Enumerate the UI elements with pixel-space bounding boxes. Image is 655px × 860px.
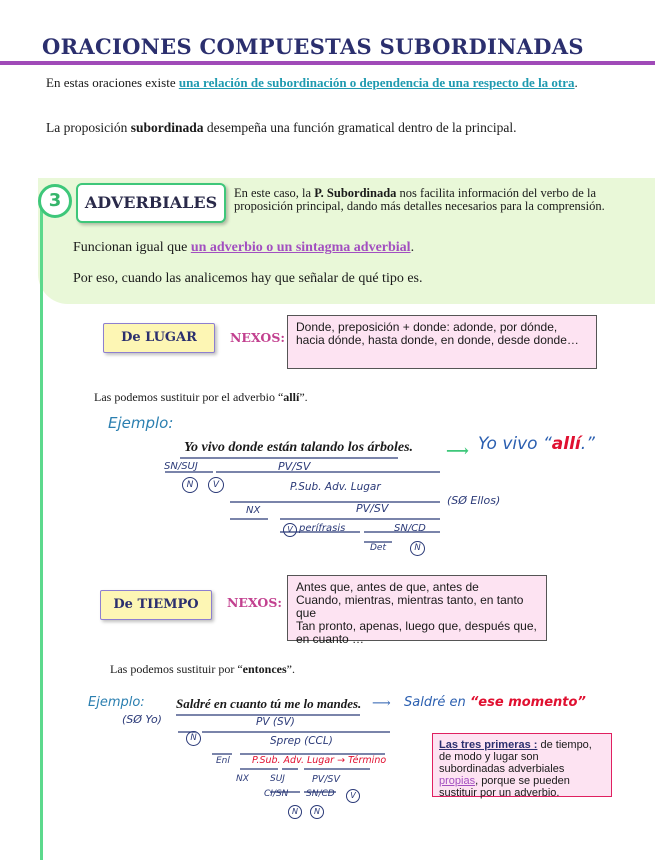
result-prefix: Saldré en bbox=[404, 695, 470, 710]
section-description bbox=[234, 187, 624, 213]
lugar-nexos-box: Donde, preposición + donde: adonde, por dónde, hacia dónde, hasta donde, en donde, desde donde… bbox=[287, 315, 597, 369]
tiempo-nx: NX bbox=[236, 774, 249, 784]
subst-word: entonces bbox=[242, 662, 287, 676]
lugar-nx: NX bbox=[246, 505, 261, 516]
tiempo-nexos-label: NEXOS: bbox=[227, 595, 282, 610]
tiempo-ci-sn: CI/SN bbox=[264, 789, 289, 799]
intro-text-end: . bbox=[574, 75, 578, 90]
tiempo-suj-omitido: (SØ Yo) bbox=[122, 713, 162, 726]
result-word: allí bbox=[551, 434, 581, 454]
tiempo-sn-cd: SN/CD bbox=[306, 789, 335, 799]
tiempo-example-label: Ejemplo: bbox=[88, 695, 145, 710]
func-text: Funcionan igual que bbox=[73, 240, 191, 255]
note-link[interactable]: propias bbox=[439, 775, 476, 787]
arrow-icon: ⟶ bbox=[372, 696, 391, 711]
lugar-det: Det bbox=[370, 543, 386, 553]
subst-text: Las podemos sustituir por “ bbox=[110, 662, 243, 676]
desc-text: En este caso, la bbox=[234, 186, 315, 200]
tiempo-enl: Enl bbox=[216, 756, 230, 766]
result-word: “ese momento” bbox=[469, 695, 586, 710]
tiempo-n3-circle: N bbox=[310, 805, 324, 819]
lugar-label: De LUGAR bbox=[103, 323, 215, 353]
intro-text-end: desempeña una función gramatical dentro de la principal. bbox=[203, 120, 517, 135]
tiempo-sprep: Sprep (CCL) bbox=[270, 735, 333, 747]
lugar-example-result bbox=[478, 434, 595, 454]
page-title: ORACIONES COMPUESTAS SUBORDINADAS bbox=[42, 34, 584, 59]
result-prefix: Yo vivo “ bbox=[478, 434, 552, 454]
tiempo-n-circle: N bbox=[186, 731, 201, 746]
note-heading: Las tres primeras : bbox=[439, 739, 538, 751]
note-box bbox=[432, 733, 612, 797]
lugar-example-sentence: Yo vivo donde están talando los árboles. bbox=[184, 440, 414, 455]
title-underline bbox=[0, 61, 655, 65]
lugar-example-label: Ejemplo: bbox=[108, 414, 174, 432]
tiempo-nexos-line2: Cuando, mientras, mientras tanto, en tanto que bbox=[296, 593, 524, 620]
tiempo-suj: SUJ bbox=[270, 774, 285, 784]
intro-paragraph-1 bbox=[46, 76, 606, 90]
result-suffix: .” bbox=[580, 434, 595, 454]
tiempo-psub: P.Sub. Adv. Lugar → Término bbox=[252, 755, 387, 766]
note-text: de tiempo, de modo y lugar son subordinadas adverbiales bbox=[439, 739, 592, 775]
tiempo-v-circle: V bbox=[346, 789, 360, 803]
intro-text: La proposición bbox=[46, 120, 131, 135]
lugar-substitution bbox=[94, 390, 308, 404]
lugar-pv-sv: PV/SV bbox=[278, 460, 311, 473]
subst-word: allí bbox=[283, 390, 300, 404]
subordinada-keyword: subordinada bbox=[130, 120, 204, 135]
arrow-icon: ⟶ bbox=[446, 441, 469, 460]
lugar-nexos-label: NEXOS: bbox=[230, 330, 285, 345]
tiempo-pv-sv: PV (SV) bbox=[256, 716, 295, 728]
lugar-v-circle: V bbox=[208, 477, 224, 493]
desc-keyword: P. Subordinada bbox=[314, 186, 397, 200]
tiempo-example-result bbox=[404, 695, 586, 710]
subst-text: Las podemos sustituir por el adverbio “ bbox=[94, 390, 284, 404]
note-text-end: , porque se pueden sustituir por un adverbio. bbox=[439, 775, 570, 799]
desc-text-end: nos facilita información del verbo de la proposición principal, dando más detalles necesarios para la comprensión. bbox=[234, 186, 605, 213]
lugar-suj-omitido: (SØ Ellos) bbox=[447, 494, 501, 507]
lugar-sn-cd: SN/CD bbox=[394, 523, 426, 534]
func-text-end: . bbox=[410, 240, 415, 255]
tiempo-nexos-box bbox=[287, 575, 547, 646]
lugar-psub: P.Sub. Adv. Lugar bbox=[290, 481, 381, 493]
function-paragraph bbox=[73, 241, 593, 255]
lugar-pv-sv2: PV/SV bbox=[356, 502, 389, 515]
adverb-link[interactable]: un adverbio o un sintagma adverbial bbox=[190, 240, 411, 255]
lugar-perifrasis: perífrasis bbox=[299, 523, 346, 534]
analysis-paragraph: Por eso, cuando las analicemos hay que señalar de qué tipo es. bbox=[73, 271, 423, 286]
subst-text-end: ”. bbox=[299, 390, 308, 404]
intro-paragraph-2 bbox=[46, 121, 626, 135]
lugar-n-circle: N bbox=[182, 477, 198, 493]
tiempo-nexos-line3: Tan pronto, apenas, luego que, después que, en cuanto … bbox=[296, 619, 537, 646]
tiempo-label: De TIEMPO bbox=[100, 590, 212, 620]
lugar-sn-suj: SN/SUJ bbox=[164, 461, 198, 472]
section-vertical-line bbox=[40, 200, 43, 860]
tiempo-substitution bbox=[110, 662, 295, 676]
section-number-badge: 3 bbox=[38, 184, 72, 218]
tiempo-nexos-line1: Antes que, antes de que, antes de bbox=[296, 580, 479, 594]
tiempo-pv-sv2: PV/SV bbox=[312, 774, 340, 785]
lugar-v-circle2: V bbox=[283, 523, 297, 537]
subst-text-end: ”. bbox=[286, 662, 295, 676]
intro-text: En estas oraciones existe bbox=[46, 75, 179, 90]
tiempo-n2-circle: N bbox=[288, 805, 302, 819]
tiempo-example-sentence: Saldré en cuanto tú me lo mandes. bbox=[176, 696, 362, 711]
lugar-n2-circle: N bbox=[410, 541, 425, 556]
adverbiales-heading: ADVERBIALES bbox=[76, 183, 226, 223]
lugar-analysis-lines bbox=[150, 455, 480, 560]
subordination-link[interactable]: una relación de subordinación o dependencia de una respecto de la otra bbox=[178, 75, 575, 90]
